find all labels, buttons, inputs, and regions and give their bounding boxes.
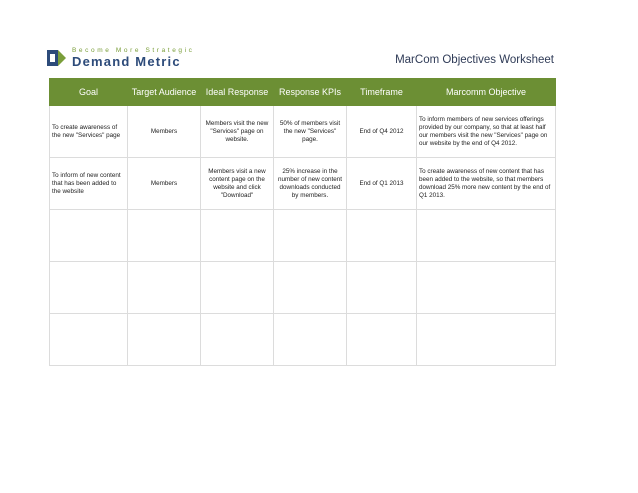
cell-marcomm-objective[interactable] bbox=[417, 210, 556, 262]
header-timeframe: Timeframe bbox=[347, 79, 417, 106]
demand-metric-logo bbox=[47, 47, 217, 69]
header-row bbox=[50, 79, 556, 106]
cell-response-kpis[interactable] bbox=[274, 210, 347, 262]
table-row bbox=[50, 210, 556, 262]
cell-target-audience[interactable] bbox=[128, 262, 201, 314]
header-marcomm-objective: Marcomm Objective bbox=[417, 79, 556, 106]
cell-timeframe[interactable] bbox=[347, 210, 417, 262]
cell-timeframe[interactable]: End of Q1 2013 bbox=[347, 158, 417, 210]
cell-goal[interactable] bbox=[50, 262, 128, 314]
table-row bbox=[50, 314, 556, 366]
cell-ideal-response[interactable] bbox=[201, 262, 274, 314]
cell-response-kpis[interactable]: 50% of members visit the new "Services" page. bbox=[274, 106, 347, 158]
header-ideal-response: Ideal Response bbox=[201, 79, 274, 106]
cell-target-audience[interactable] bbox=[128, 210, 201, 262]
cell-timeframe[interactable]: End of Q4 2012 bbox=[347, 106, 417, 158]
table-row bbox=[50, 158, 556, 210]
logo-mark-icon bbox=[47, 50, 66, 66]
cell-target-audience[interactable] bbox=[128, 314, 201, 366]
cell-marcomm-objective[interactable] bbox=[417, 262, 556, 314]
cell-ideal-response[interactable] bbox=[201, 314, 274, 366]
cell-marcomm-objective[interactable] bbox=[417, 314, 556, 366]
cell-goal[interactable] bbox=[50, 210, 128, 262]
cell-timeframe[interactable] bbox=[347, 314, 417, 366]
header-goal: Goal bbox=[50, 79, 128, 106]
cell-goal[interactable]: To inform of new content that has been added to the website bbox=[50, 158, 128, 210]
cell-ideal-response[interactable]: Members visit a new content page on the website and click "Download" bbox=[201, 158, 274, 210]
cell-marcomm-objective[interactable]: To create awareness of new content that has been added to the website, so that members download 25% more new content by the end of Q1 2013. bbox=[417, 158, 556, 210]
cell-ideal-response[interactable]: Members visit the new "Services" page on website. bbox=[201, 106, 274, 158]
logo-tagline: Become More Strategic bbox=[72, 47, 195, 54]
cell-ideal-response[interactable] bbox=[201, 210, 274, 262]
worksheet-title: MarCom Objectives Worksheet bbox=[395, 54, 554, 66]
cell-timeframe[interactable] bbox=[347, 262, 417, 314]
cell-response-kpis[interactable] bbox=[274, 262, 347, 314]
cell-target-audience[interactable]: Members bbox=[128, 106, 201, 158]
cell-response-kpis[interactable] bbox=[274, 314, 347, 366]
cell-response-kpis[interactable]: 25% increase in the number of new content downloads conducted by members. bbox=[274, 158, 347, 210]
cell-goal[interactable] bbox=[50, 314, 128, 366]
objectives-table bbox=[49, 78, 556, 366]
header-response-kpis: Response KPIs bbox=[274, 79, 347, 106]
cell-marcomm-objective[interactable]: To inform members of new services offerings provided by our company, so that at least half our members visit the new "Services" page on our website by the end of Q4 2012. bbox=[417, 106, 556, 158]
cell-target-audience[interactable]: Members bbox=[128, 158, 201, 210]
table-row bbox=[50, 262, 556, 314]
table-row bbox=[50, 106, 556, 158]
logo-name: Demand Metric bbox=[72, 54, 181, 69]
header-target-audience: Target Audience bbox=[128, 79, 201, 106]
cell-goal[interactable]: To create awareness of the new "Services" page bbox=[50, 106, 128, 158]
